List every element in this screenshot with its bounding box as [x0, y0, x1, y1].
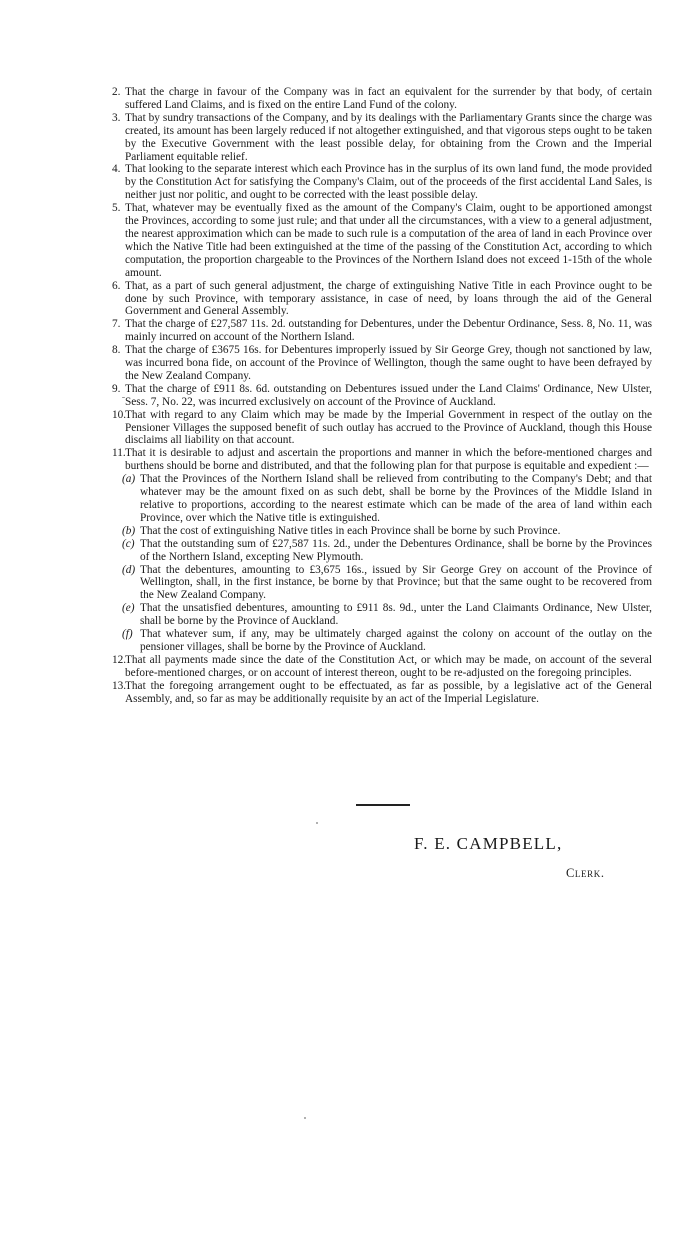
signature-name: F. E. CAMPBELL,: [414, 834, 563, 853]
resolution-number: 12.: [112, 653, 127, 666]
sub-clause-text: That the outstanding sum of £27,587 11s. 2d., under the Debentures Ordinance, shall be borne by the Provinces of the Northern Island, excepting New Plymouth.: [140, 537, 652, 563]
sub-clause-text: That the Provinces of the Northern Island shall be relieved from contributing to the Company's Debt; and that whatever may be the amount fixed on as such debt, shall be borne by the Provinces of the Middle Island in relative to proportions, according to the nearest estimate which can be made of the area of land within each Province, over which the Native title is extinguished.: [140, 473, 652, 524]
sub-clause-letter: (c): [122, 537, 135, 550]
sub-clause: [112, 525, 652, 538]
sub-clause: [112, 564, 652, 603]
resolution-text: That all payments made since the date of the Constitution Act, or which may be made, on account of the several before-mentioned charges, or on account of interest thereon, ought to be re-adjusted on the foregoing principles.: [125, 653, 652, 679]
sub-clause: [112, 473, 652, 525]
sub-clause-text: That the unsatisfied debentures, amounting to £911 8s. 9d., unter the Land Claimants Ordinance, New Ulster, shall be borne by the Province of Auckland.: [140, 602, 652, 628]
resolution-item: [112, 409, 652, 448]
resolution-number: 9.: [112, 382, 121, 395]
resolution-item: [112, 318, 652, 344]
resolution-text: That the foregoing arrangement ought to be effectuated, as far as possible, by a legislative act of the General Assembly, and, so far as may be additionally requisite by an act of the Imperial Legislature.: [125, 679, 652, 705]
resolution-item: [112, 383, 652, 409]
resolution-text: That by sundry transactions of the Company, and by its dealings with the Parliamentary Grants since the charge was created, its amount has been largely reduced if not altogether extinguished, and that vigorous steps ought to be taken by the Executive Government with the least possible delay, for obtaining from the Crown and the Imperial Parliament equitable relief.: [125, 111, 652, 163]
resolution-text: That the charge of £911 8s. 6d. outstanding on Debentures issued under the Land Claims' Ordinance, New Ulster, Sess. 7, No. 22, was incurred exclusively on account of the Province of Auckland.: [125, 382, 652, 408]
paper-speck: [122, 397, 125, 398]
resolution-text: That it is desirable to adjust and ascertain the proportions and manner in which the before-mentioned charges and burthens should be borne and distributed, and that the following plan for that purpose is equitable and expedient :—: [125, 447, 652, 473]
sub-clause-letter: (d): [122, 563, 136, 576]
sub-clause-letter: (b): [122, 524, 136, 537]
resolution-item: [112, 654, 652, 680]
sub-clause: [112, 602, 652, 628]
resolution-text: That the charge of £27,587 11s. 2d. outstanding for Debentures, under the Debentur Ordinance, Sess. 8, No. 11, was mainly incurred on account of the Northern Island.: [125, 318, 652, 344]
resolution-item: [112, 86, 652, 112]
resolution-number: 4.: [112, 163, 121, 176]
sub-clause: [112, 538, 652, 564]
sub-clause-letter: (f): [122, 628, 133, 641]
paper-speck: [304, 1117, 306, 1119]
resolution-text: That with regard to any Claim which may be made by the Imperial Government in respect of the outlay on the Pensioner Villages the supposed benefit of such outlay has accrued to the Province of Auckland, though this House disclaims all liability on that account.: [125, 408, 652, 447]
resolution-number: 8.: [112, 344, 121, 357]
resolution-text: That, as a part of such general adjustment, the charge of extinguishing Native Title in each Province ought to be done by such Province, with temporary assistance, in case of need, by loans through the aid of the General Government and General Assembly.: [125, 279, 652, 318]
resolution-number: 3.: [112, 111, 121, 124]
resolution-item: [112, 280, 652, 319]
resolution-number: 10.: [112, 408, 127, 421]
resolution-item: [112, 112, 652, 164]
resolution-item: [112, 680, 652, 706]
resolution-text: That the charge in favour of the Company was in fact an equivalent for the surrender by that body, of certain suffered Land Claims, and is fixed on the entire Land Fund of the colony.: [125, 86, 652, 111]
resolution-number: 13.: [112, 679, 127, 692]
resolution-item: [112, 202, 652, 279]
resolutions-list: [112, 86, 652, 706]
sub-clause-text: That whatever sum, if any, may be ultimately charged against the colony on account of the outlay on the pensioner villages, shall be borne by the Province of Auckland.: [140, 628, 652, 653]
resolution-number: 5.: [112, 202, 121, 215]
resolution-item: [112, 163, 652, 202]
resolution-number: 2.: [112, 86, 121, 98]
resolution-number: 11.: [112, 447, 126, 460]
separator-rule: [356, 804, 410, 806]
resolution-text: That, whatever may be eventually fixed as the amount of the Company's Claim, ought to be apportioned amongst the Provinces, according to some just rule; and that under all the circumstances, with a view to a general adjustment, the nearest approximation which can be made to such rule is a computation of the area of land in each Province over which the Native Title had been extinguished at the time of the passing of the Constitution Act, according to which computation, the proportion chargeable to the Provinces of the Northern Island does not exceed 1-15th of the whole amount.: [125, 202, 652, 279]
paper-speck: [316, 822, 318, 824]
sub-clause-text: That the debentures, amounting to £3,675 16s., issued by Sir George Grey on account of the Province of Wellington, shall, in the first instance, be borne by that Province; but that the same ought to be recovered from the New Zealand Company.: [140, 563, 652, 602]
resolution-number: 6.: [112, 279, 121, 292]
sub-clause-letter: (a): [122, 473, 136, 486]
sub-clause-letter: (e): [122, 602, 135, 615]
resolution-item: [112, 344, 652, 383]
resolution-item: [112, 447, 652, 473]
resolution-text: That the charge of £3675 16s. for Debentures improperly issued by Sir George Grey, though not sanctioned by law, was incurred bona fide, on account of the Province of Wellington, though the same ought to have been defrayed by the New Zealand Company.: [125, 344, 652, 382]
resolution-text: That looking to the separate interest which each Province has in the surplus of its own land fund, the mode provided by the Constitution Act for satisfying the Company's Claim, out of the proceeds of the first accidental Land Sales, is neither just nor politic, and ought to be corrected with the least possible delay.: [125, 163, 652, 202]
sub-clause-text: That the cost of extinguishing Native titles in each Province shall be borne by such Province.: [140, 524, 561, 537]
resolution-number: 7.: [112, 318, 121, 331]
signature-title: Clerk.: [566, 866, 605, 880]
sub-clause: [112, 628, 652, 654]
